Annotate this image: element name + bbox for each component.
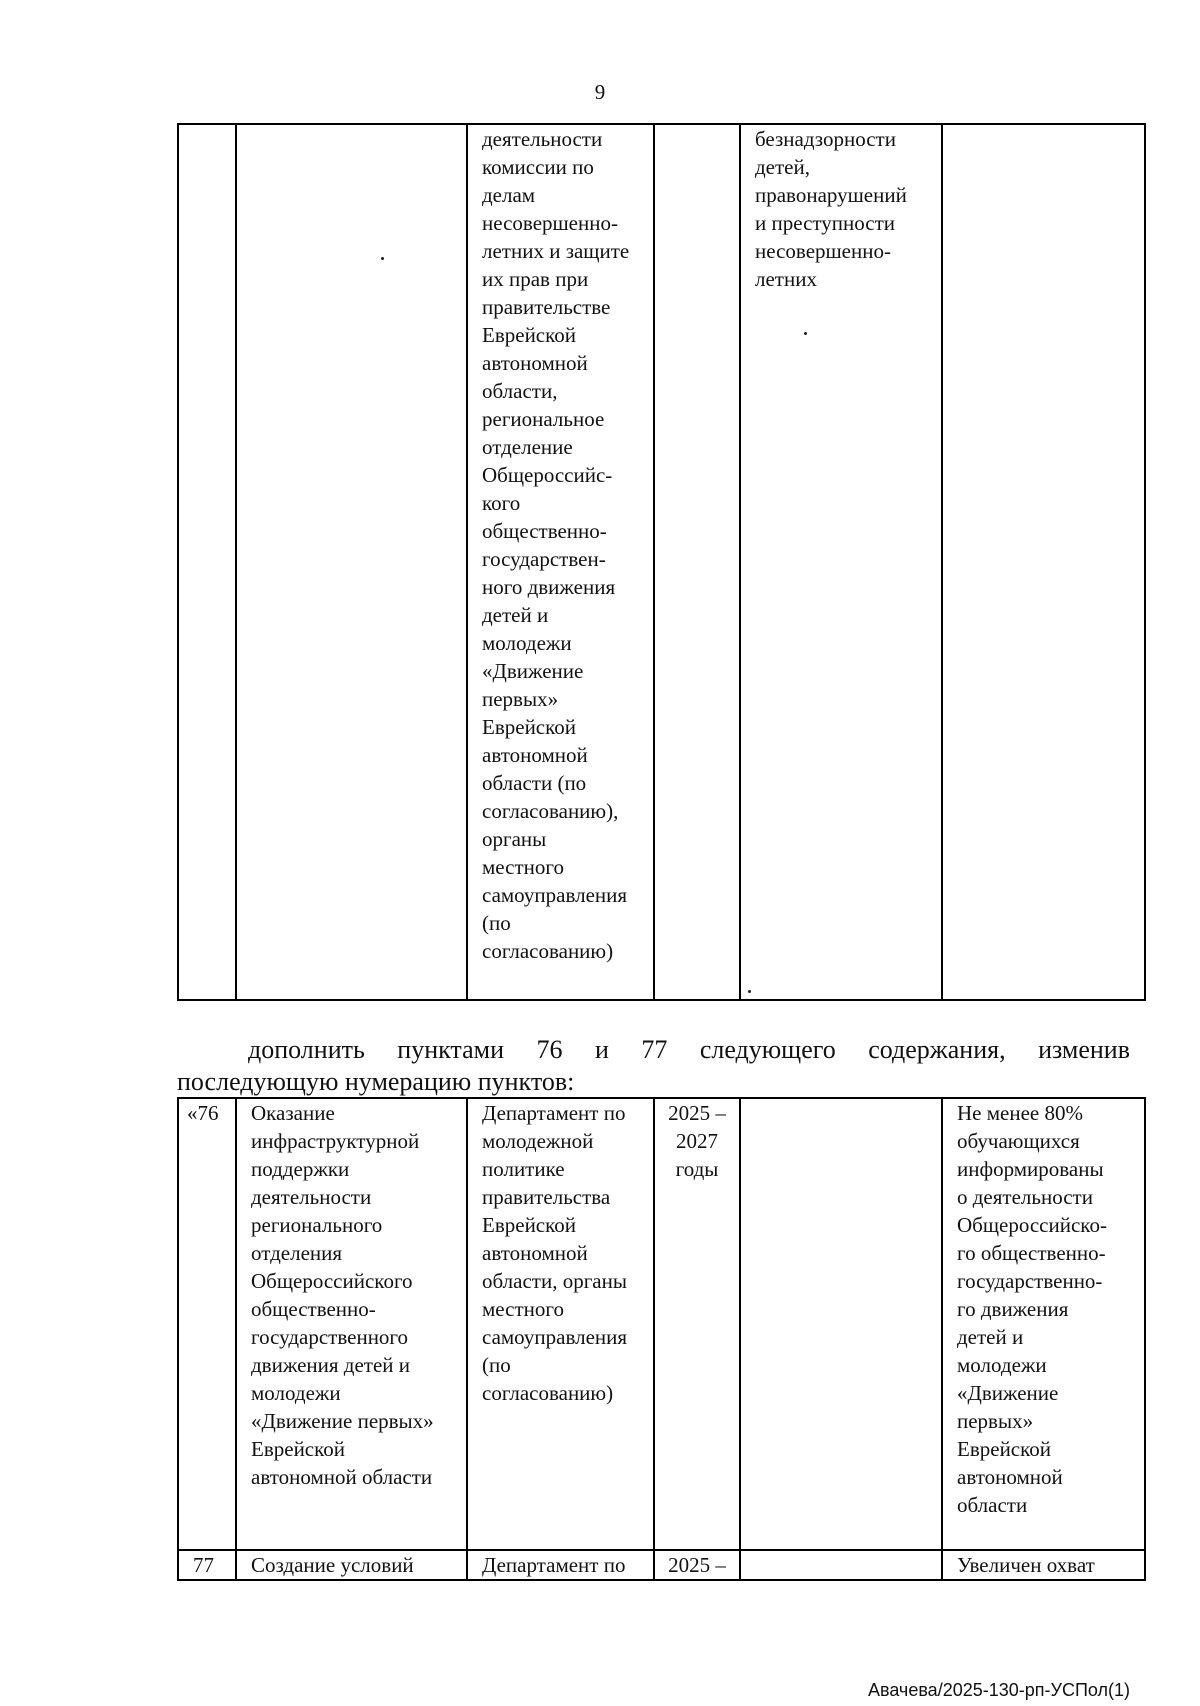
- paragraph-word: пунктами: [397, 1035, 505, 1064]
- cell-executor: Департамент по: [467, 1550, 654, 1580]
- document-code: Авачева/2025-130-рп-УСПол(1): [867, 1680, 1130, 1700]
- scan-speck: [381, 257, 384, 260]
- paragraph-word: 76: [536, 1035, 563, 1064]
- cell-number: [178, 124, 236, 1000]
- cell-number: «76: [178, 1098, 236, 1550]
- cell-result: Не менее 80% обучающихся информированы о деятельности Общероссийско- го общественно- государственно- го движения детей и молодежи «Движение первых» Еврейской автономной области: [942, 1098, 1145, 1550]
- cell-indicator: [740, 1550, 942, 1580]
- paragraph-word: дополнить: [248, 1035, 365, 1064]
- scan-speck: [804, 332, 807, 335]
- table-new-items: [177, 1097, 1146, 1581]
- page-number: 9: [594, 80, 606, 104]
- cell-result: Увеличен охват: [942, 1550, 1145, 1580]
- paragraph-line-1: [248, 1035, 1130, 1065]
- table-row: [178, 124, 1145, 1000]
- paragraph-word: содержания,: [868, 1035, 1006, 1064]
- paragraph-word: следующего: [699, 1035, 836, 1064]
- paragraph-word: и: [594, 1035, 609, 1064]
- cell-result: [942, 124, 1145, 1000]
- cell-period: 2025 –: [654, 1550, 740, 1580]
- cell-period: [654, 124, 740, 1000]
- scan-speck: [748, 990, 751, 993]
- cell-event: Оказание инфраструктурной поддержки деятельности регионального отделения Общероссийского общественно- государственного движения детей и молодежи «Движение первых» Еврейской автономной области: [236, 1098, 467, 1550]
- cell-event: [236, 124, 467, 1000]
- cell-executor: Департамент по молодежной политике правительства Еврейской автономной области, органы местного самоуправления (по согласованию): [467, 1098, 654, 1550]
- cell-executor: деятельности комиссии по делам несовершенно- летних и защите их прав при правительстве Еврейской автономной области, региональное отделение Общероссийс- кого общественно- государствен- ного движения детей и молодежи «Движение первых» Еврейской автономной области (по согласованию), органы местного самоуправления (по согласованию): [467, 124, 654, 1000]
- paragraph-word: изменив: [1038, 1035, 1130, 1064]
- paragraph-line-2: последующую нумерацию пунктов:: [177, 1067, 575, 1096]
- table-row: [178, 1550, 1145, 1580]
- cell-number: 77: [178, 1550, 236, 1580]
- cell-indicator: [740, 1098, 942, 1550]
- table-continuation: [177, 123, 1146, 1001]
- paragraph-word: 77: [641, 1035, 668, 1064]
- cell-period: 2025 – 2027 годы: [654, 1098, 740, 1550]
- table-row: [178, 1098, 1145, 1550]
- cell-indicator: безнадзорности детей, правонарушений и преступности несовершенно- летних: [740, 124, 942, 1000]
- cell-event: Создание условий: [236, 1550, 467, 1580]
